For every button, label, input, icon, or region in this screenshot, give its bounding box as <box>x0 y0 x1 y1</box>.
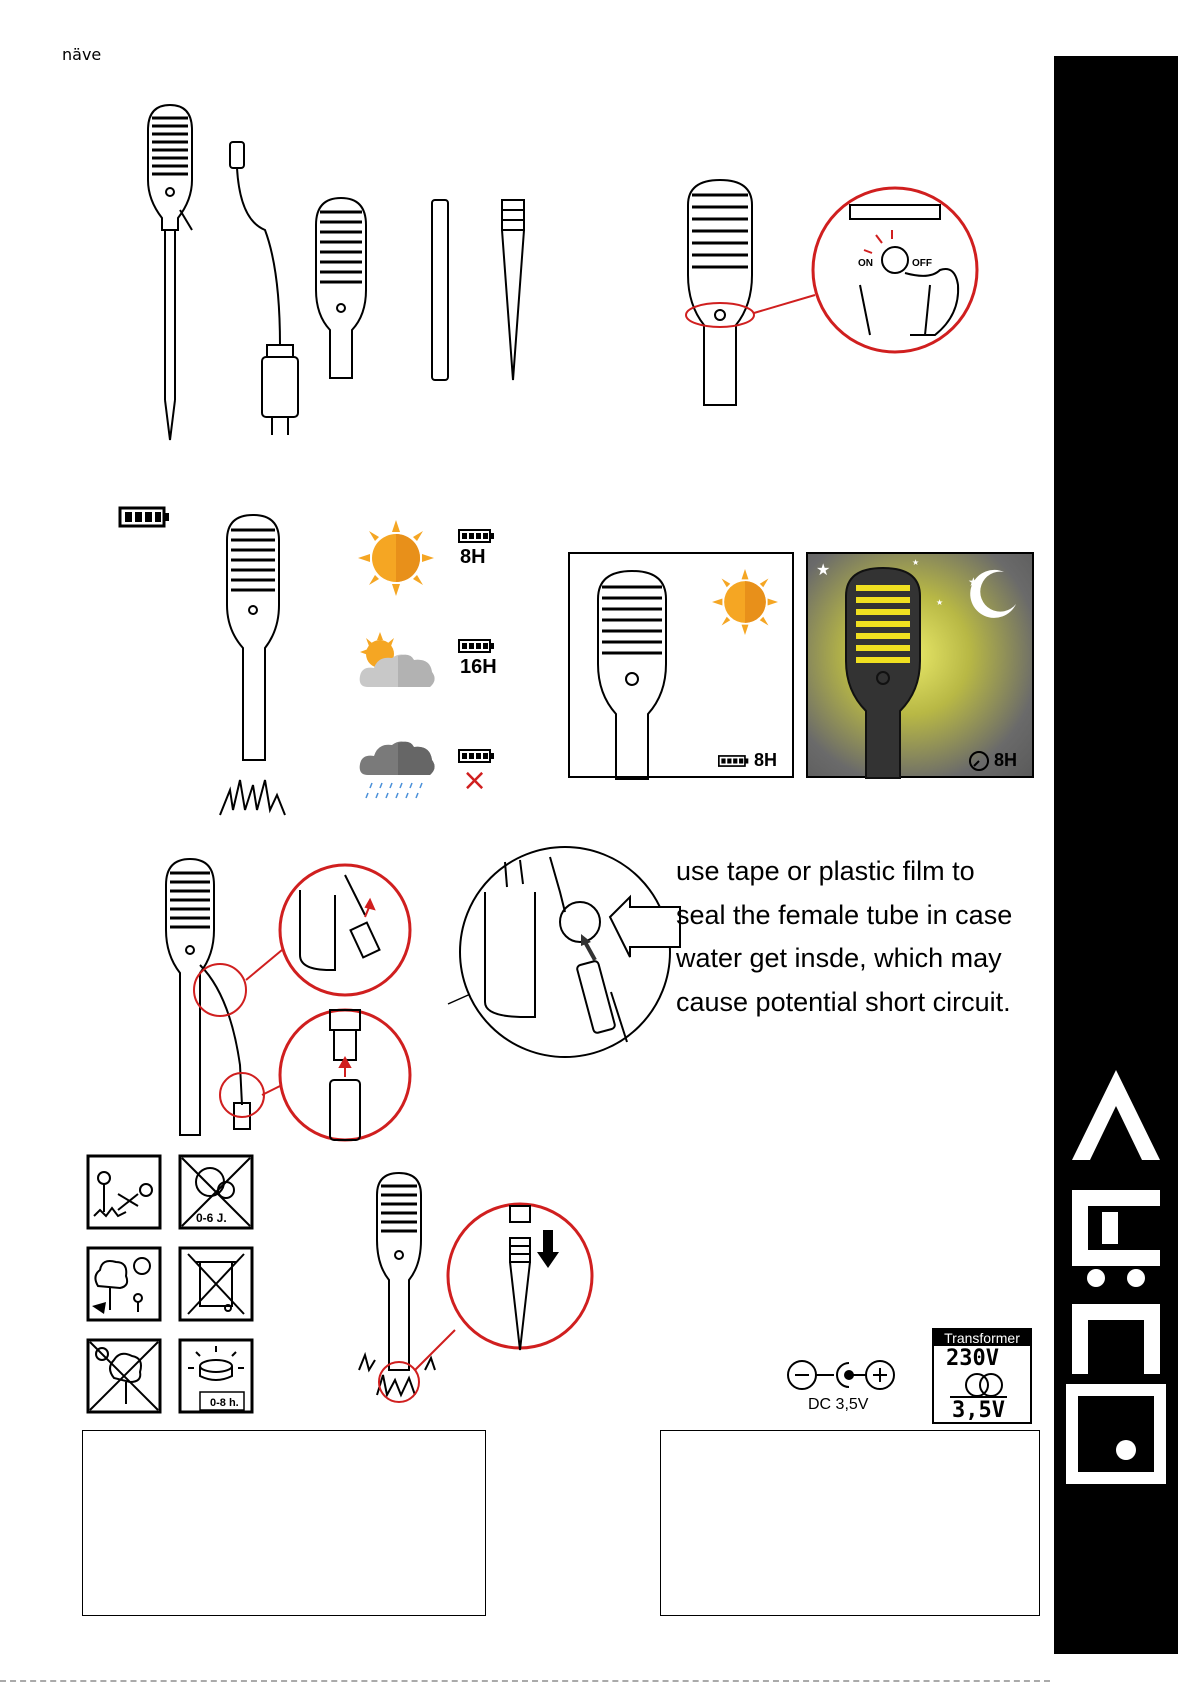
input-voltage: 230V <box>946 1346 999 1371</box>
torch-day-icon <box>592 569 672 779</box>
note-line: cause potential short circuit. <box>676 986 1011 1017</box>
no-garden-tools-icon <box>86 1154 162 1230</box>
night-hours: 8H <box>994 750 1018 770</box>
star-icon: ★ <box>816 560 831 579</box>
svg-text:0-6 J.: 0-6 J. <box>196 1211 227 1225</box>
partly-cloudy-hours: 16H <box>460 656 497 678</box>
switch-off-label: OFF <box>912 258 932 269</box>
ground-spike-icon <box>502 200 524 380</box>
transformer-symbol <box>932 1328 1032 1424</box>
battery-icon <box>458 748 496 764</box>
torch-head-icon <box>316 198 366 378</box>
battery-icon <box>458 638 496 654</box>
svg-text:★: ★ <box>968 575 979 589</box>
torch-in-grass-icon <box>215 510 295 820</box>
weee-bin-icon <box>178 1246 254 1322</box>
switch-illustration <box>680 175 1040 405</box>
connector-detail-illustration <box>445 842 685 1062</box>
clock-icon <box>968 750 990 772</box>
no-charge-cross-icon: × <box>462 763 488 798</box>
torch-night-icon <box>840 566 926 778</box>
spike-insertion-illustration <box>355 1170 595 1400</box>
blank-text-box-left <box>82 1430 486 1616</box>
sun-icon <box>358 520 434 596</box>
pole-icon <box>432 200 448 380</box>
outdoor-use-icon <box>86 1246 162 1322</box>
switch-on-label: ON <box>858 258 873 269</box>
battery-icon <box>458 528 496 544</box>
output-voltage: 3,5V <box>952 1398 1005 1423</box>
connection-illustration <box>160 855 420 1140</box>
transformer-title: Transformer <box>934 1330 1030 1346</box>
dc-voltage-label: DC 3,5V <box>808 1396 869 1413</box>
transformer-coil-icon <box>962 1372 1006 1398</box>
note-line: water get insde, which may <box>676 943 1002 973</box>
note-line: use tape or plastic film to <box>676 856 975 886</box>
no-shade-icon <box>86 1338 162 1414</box>
star-icon: ★ <box>912 558 920 567</box>
torch-complete-icon <box>148 105 192 440</box>
warning-icon-grid <box>86 1154 258 1418</box>
night-panel <box>806 552 1034 778</box>
warning-note <box>676 850 1046 1024</box>
sunny-hours: 8H <box>460 546 486 568</box>
moon-icon <box>964 564 1024 624</box>
cut-line <box>0 1680 1050 1682</box>
not-for-children-icon <box>178 1154 254 1230</box>
power-adapter-icon <box>230 142 298 435</box>
battery-icon <box>718 754 750 768</box>
brand-name: näve <box>62 45 102 64</box>
day-hours: 8H <box>754 750 778 770</box>
dc-polarity-icon <box>786 1358 912 1392</box>
sun-icon <box>712 569 778 635</box>
day-panel <box>568 552 794 778</box>
note-line: seal the female tube in case <box>676 899 1013 930</box>
rain-cloud-icon <box>358 735 438 805</box>
battery-full-icon <box>118 505 172 529</box>
partly-cloudy-icon <box>358 632 438 692</box>
charge-time-icon <box>178 1338 254 1414</box>
svg-text:0-8 h.: 0-8 h. <box>210 1397 239 1409</box>
star-icon: ★ <box>936 598 944 607</box>
parts-illustration <box>130 100 580 480</box>
blank-text-box-right <box>660 1430 1040 1616</box>
